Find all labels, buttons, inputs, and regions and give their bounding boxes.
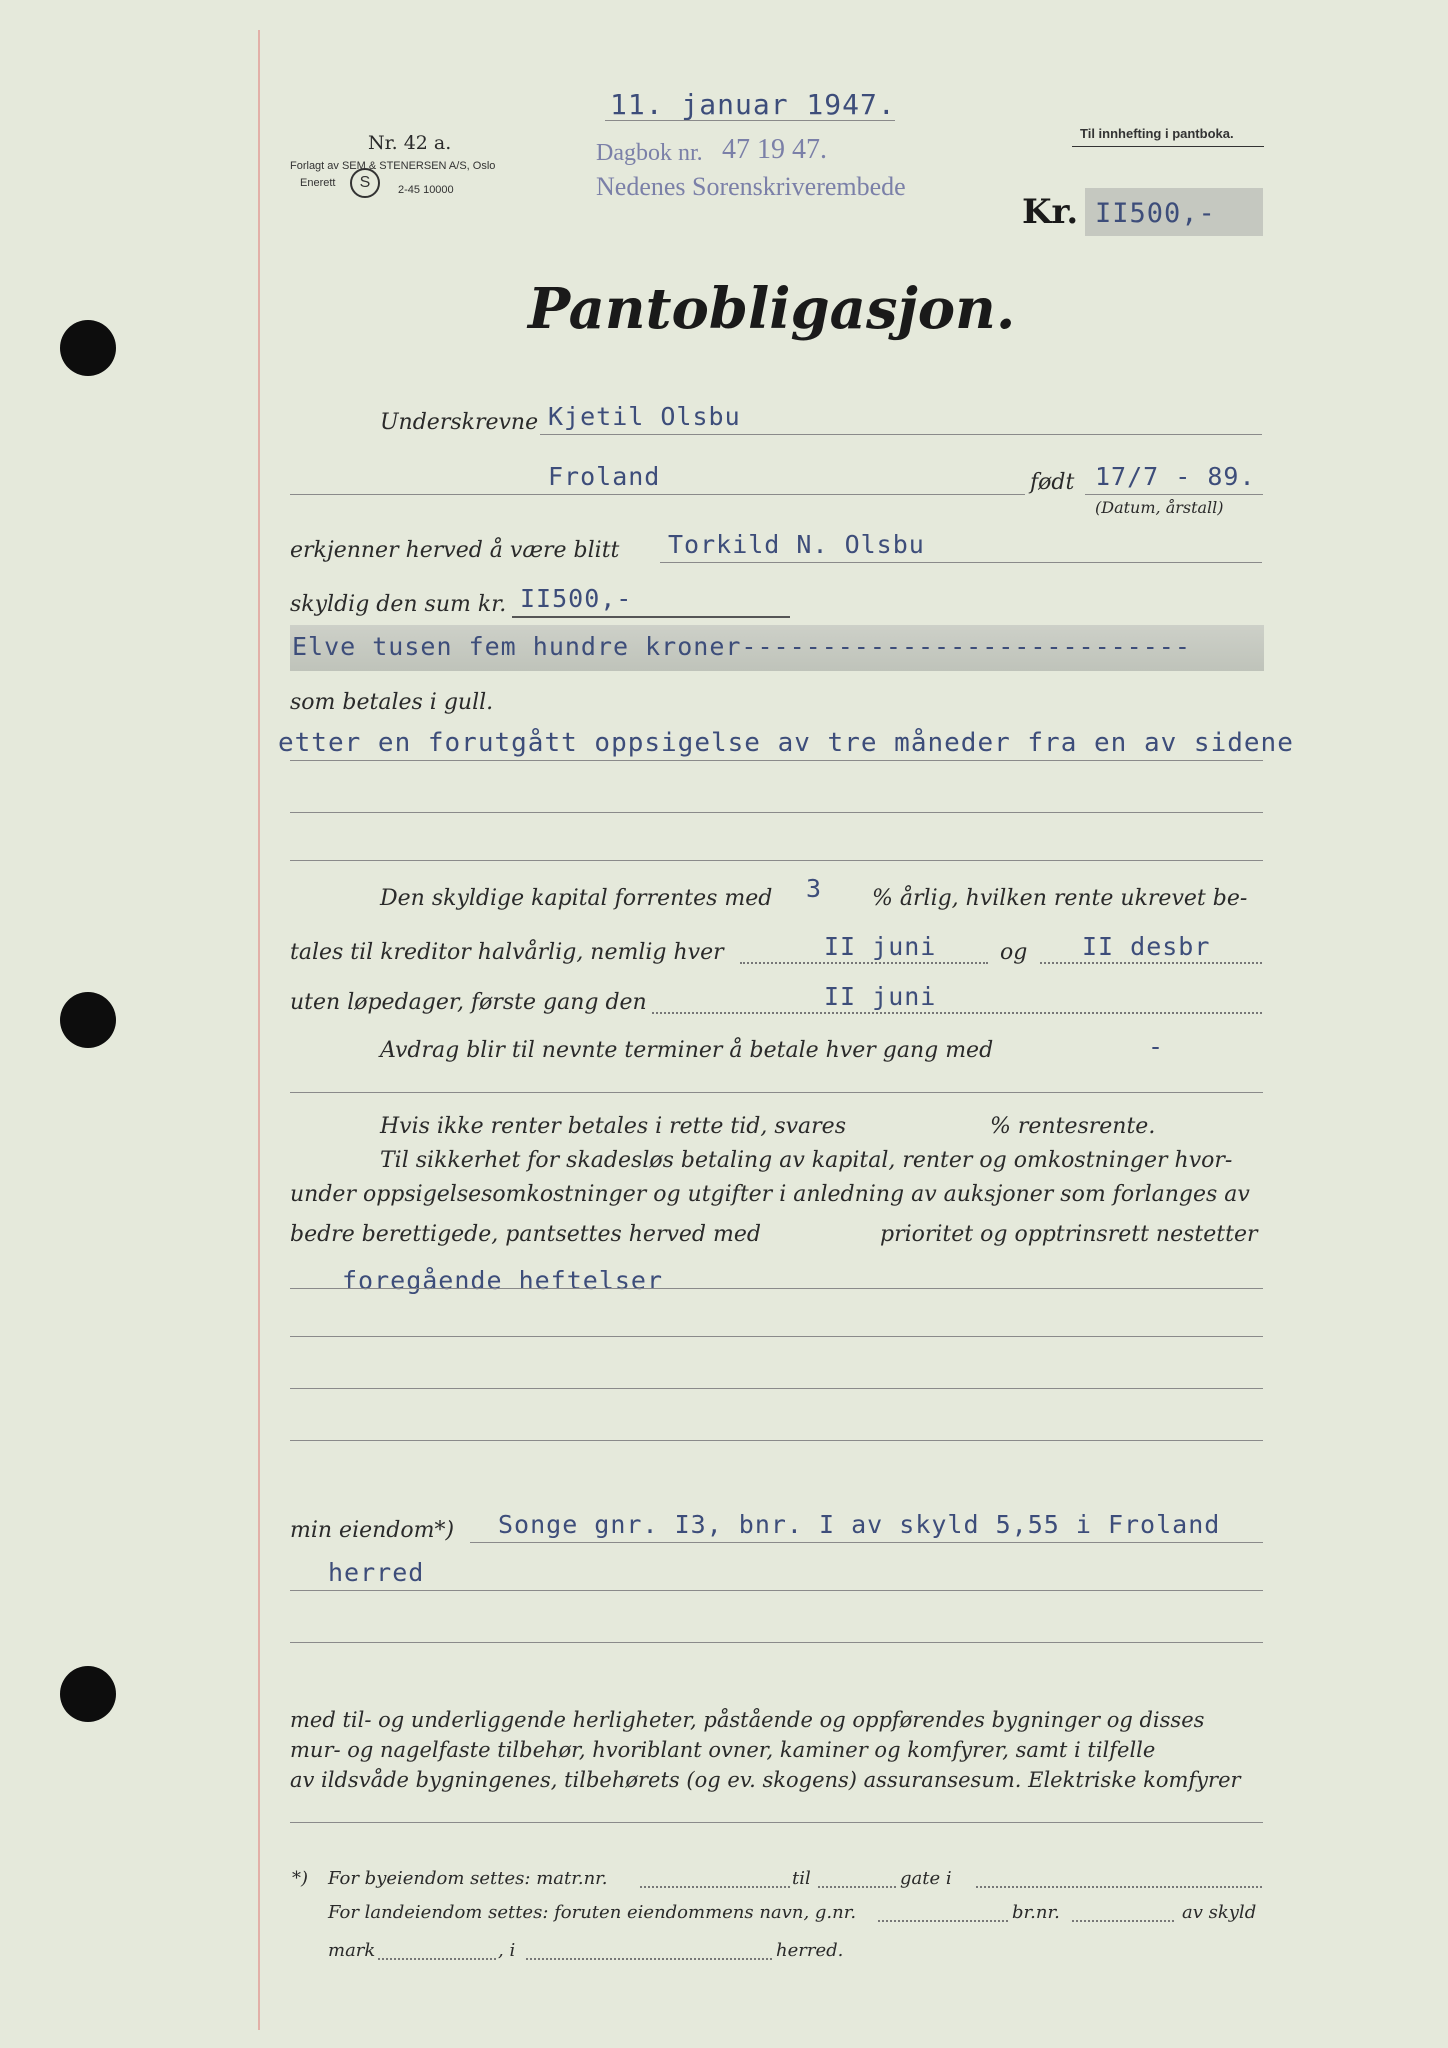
footnote-f1-a: For byeiendom settes: matr.nr. (328, 1868, 608, 1889)
interest-line3: uten løpedager, første gang den (290, 990, 647, 1015)
stamp-office: Nedenes Sorenskriverembede (596, 172, 906, 201)
born-value: 17/7 - 89. (1095, 462, 1256, 491)
interest-first-date: II juni (824, 982, 937, 1011)
publisher-line: Forlagt av SEM & STENERSEN A/S, Oslo (290, 160, 496, 172)
property-label: min eiendom*) (290, 1518, 455, 1543)
footnote-f3-b: , i (498, 1940, 516, 1961)
date-typed: 11. januar 1947. (610, 88, 896, 121)
footnote-f2-b: br.nr. (1012, 1902, 1060, 1923)
closing-l2: mur- og nagelfaste tilbehør, hvoriblant ovner, kaminer og komfyrer, samt i tilfelle (290, 1738, 1156, 1762)
kr-label: Kr. (1022, 192, 1079, 232)
debtor-name: Kjetil Olsbu (548, 402, 741, 431)
renter-b: % rentesrente. (990, 1114, 1156, 1139)
form-number: Nr. 42 a. (368, 132, 452, 154)
interest-line2-a: tales til kreditor halvårlig, nemlig hver (290, 940, 724, 965)
avdrag-label: Avdrag blir til nevnte terminer å betale hver gang med (380, 1038, 994, 1063)
punch-hole (60, 320, 116, 376)
creditor-name: Torkild N. Olsbu (668, 530, 925, 559)
interest-date1: II juni (824, 932, 937, 961)
avdrag-value: - (1148, 1032, 1165, 1061)
property-line2: herred (328, 1558, 425, 1587)
footnote-f2-c: av skyld (1182, 1902, 1257, 1923)
closing-l3: av ildsvåde bygningenes, tilbehørets (og ev. skogens) assuransesum. Elektriske komfyrer (290, 1768, 1241, 1792)
interest-line1-b: % årlig, hvilken rente ukrevet be- (872, 886, 1248, 911)
interest-line1-a: Den skyldige kapital forrentes med (380, 886, 773, 911)
footnote-f3-c: herred. (776, 1940, 844, 1961)
footnote-f3-a: mark (328, 1940, 376, 1961)
debtor-label: Underskrevne (380, 410, 539, 435)
security-p2: under oppsigelsesomkostninger og utgifter i anledning av auksjoner som forlanges av (290, 1182, 1250, 1207)
margin-line (258, 30, 260, 2030)
kr-value: II500,- (1095, 198, 1216, 229)
footnote-star: *) (292, 1868, 309, 1889)
sum-label: skyldig den sum kr. (290, 592, 507, 617)
interest-og: og (1000, 940, 1028, 965)
security-p3b: prioritet og opptrinsrett nestetter (880, 1222, 1258, 1247)
footnote-f1-b: til (792, 1868, 811, 1889)
stamp-dagbok-label: Dagbok nr. (596, 140, 703, 166)
priority-typed: foregående heftelser (342, 1266, 664, 1295)
footnote-f2-a: For landeiendom settes: foruten eiendommens navn, g.nr. (328, 1902, 857, 1923)
debtor-place: Froland (548, 462, 661, 491)
sum-words: Elve tusen fem hundre kroner---------------------------- (292, 632, 1191, 661)
publisher-code: 2-45 10000 (398, 184, 454, 196)
footnote-f1-c: gate i (900, 1868, 952, 1889)
terms-typed: etter en forutgått oppsigelse av tre måneder fra en av sidene (278, 728, 1294, 758)
punch-hole (60, 992, 116, 1048)
interest-date2: II desbr (1082, 932, 1211, 961)
document-title: Pantobligasjon. (528, 276, 1016, 342)
gold-clause: som betales i gull. (290, 690, 494, 715)
binding-note: Til innhefting i pantboka. (1080, 126, 1234, 141)
publisher-logo-icon: S (350, 168, 380, 198)
born-hint: (Datum, årstall) (1095, 498, 1224, 517)
punch-hole (60, 1666, 116, 1722)
stamp-dagbok-value: 47 19 47. (722, 134, 827, 165)
interest-rate: 3 (806, 874, 823, 903)
creditor-label: erkjenner herved å være blitt (290, 538, 620, 563)
property-line1: Songe gnr. I3, bnr. I av skyld 5,55 i Froland (498, 1510, 1221, 1539)
sum-value: II500,- (520, 584, 633, 613)
publisher-enerett: Enerett (300, 177, 336, 189)
security-p1: Til sikkerhet for skadesløs betaling av kapital, renter og omkostninger hvor- (380, 1148, 1233, 1173)
security-p3a: bedre berettigede, pantsettes herved med (290, 1222, 761, 1247)
born-label: født (1030, 470, 1075, 495)
closing-l1: med til- og underliggende herligheter, påstående og oppførendes bygninger og disses (290, 1708, 1205, 1732)
renter-a: Hvis ikke renter betales i rette tid, svares (380, 1114, 846, 1139)
